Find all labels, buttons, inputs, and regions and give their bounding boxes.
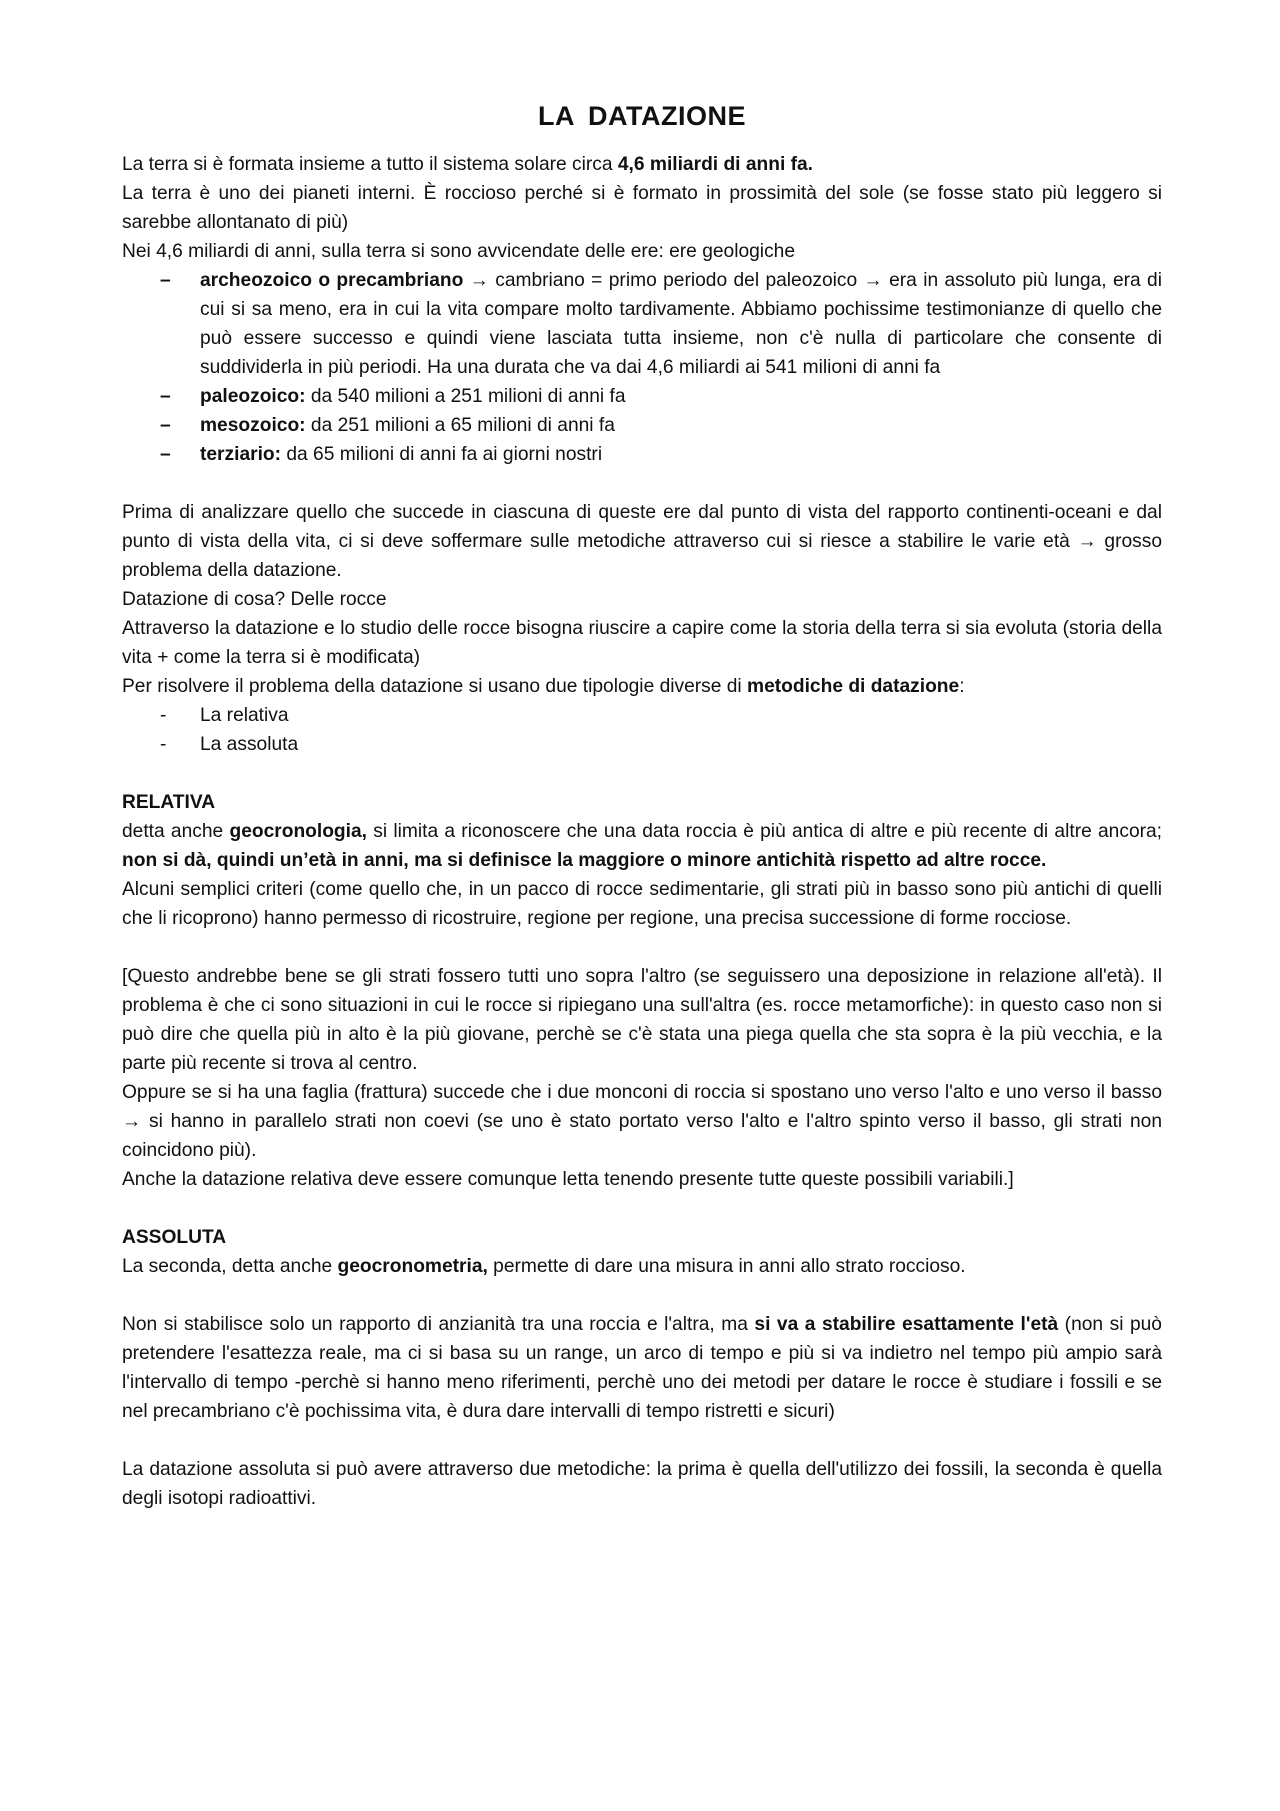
section-heading-relativa: RELATIVA <box>122 792 216 813</box>
assoluta-paragraph-3: La datazione assoluta si può avere attraverso due metodiche: la prima è quella dell'utilizzo dei fossili, la seconda è quella degli isotopi radioattivi. <box>122 1459 1162 1509</box>
era-name: terziario: <box>200 444 282 465</box>
list-item-method: - La relativa <box>122 701 1162 730</box>
analysis-paragraph-4: Per risolvere il problema della datazione si usano due tipologie diverse di metodiche di datazione: <box>122 676 965 697</box>
era-name: mesozoico: <box>200 415 306 436</box>
list-item-era: – archeozoico o precambriano → cambriano = primo periodo del paleozoico → era in assoluto più lunga, era di cui si sa meno, era in cui la vita compare molto tardivamente. Abbiamo pochissime testimonianze di quello che può essere successo e quindi viene lasciata tutta insieme, non c'è nulla di particolare che consente di suddividerla in più periodi. Ha una durata che va dai 4,6 miliardi ai 541 milioni di anni fa <box>122 266 1162 382</box>
hyphen-bullet: - <box>160 705 167 726</box>
relativa-paragraph-1: detta anche geocronologia, si limita a riconoscere che una data roccia è più antica di altre e più recente di altre ancora; non si dà, quindi un’età in anni, ma si definisce la maggiore o minore antichità rispetto ad altre rocce. <box>122 821 1163 871</box>
dash-bullet: – <box>160 415 171 436</box>
era-name: archeozoico o precambriano <box>200 270 464 291</box>
spacer <box>122 1194 1162 1223</box>
relativa-paragraph-4: Oppure se si ha una faglia (frattura) succede che i due monconi di roccia si spostano uno verso l'alto e uno verso il basso → si hanno in parallelo strati non coevi (se uno è stato portato verso l'alto e l'altro spinto verso il basso, gli strati non coincidono più). <box>122 1082 1162 1161</box>
intro-age-highlight: 4,6 miliardi di anni fa. <box>617 154 814 175</box>
methods-highlight: metodiche di datazione <box>747 676 960 697</box>
document-body <box>122 96 1162 1513</box>
spacer <box>122 1281 1162 1310</box>
spacer <box>122 469 1162 498</box>
spacer <box>122 1426 1162 1455</box>
era-name: paleozoico: <box>200 386 306 407</box>
list-item-era: – paleozoico: da 540 milioni a 251 milioni di anni fa <box>122 382 1162 411</box>
relativa-key-statement: non si dà, quindi un’età in anni, ma si definisce la maggiore o minore antichità rispetto ad altre rocce. <box>122 850 1047 871</box>
assoluta-key-statement: si va a stabilire esattamente l'età <box>754 1314 1059 1335</box>
page-title: LA DATAZIONE <box>538 101 746 131</box>
list-item-era: – mesozoico: da 251 milioni a 65 milioni di anni fa <box>122 411 1162 440</box>
assoluta-paragraph-2: Non si stabilisce solo un rapporto di anzianità tra una roccia e l'altra, ma si va a stabilire esattamente l'età (non si può pretendere l'esattezza reale, ma ci si basa su un range, un arco di tempo e più si va indietro nel tempo più ampio sarà l'intervallo di tempo -perchè si hanno meno riferimenti, perchè uno dei metodi per datare le rocce è studiare i fossili e se nel precambriano c'è pochissima vita, è dura dare intervalli di tempo ristretti e sicuri) <box>122 1314 1162 1422</box>
analysis-paragraph-1: Prima di analizzare quello che succede in ciascuna di queste ere dal punto di vista del rapporto continenti-oceani e dal punto di vista della vita, ci si deve soffermare sulle metodiche attraverso cui si riesce a stabilire le varie età → grosso problema della datazione. <box>122 502 1162 581</box>
analysis-paragraph-3: Attraverso la datazione e lo studio delle rocce bisogna riuscire a capire come la storia della terra si sia evoluta (storia della vita + come la terra si è modificata) <box>122 618 1162 668</box>
spacer <box>122 933 1162 962</box>
hyphen-bullet: - <box>160 734 167 755</box>
relativa-paragraph-5: Anche la datazione relativa deve essere comunque letta tenendo presente tutte queste possibili variabili.] <box>122 1169 1014 1190</box>
intro-paragraph-1: La terra si è formata insieme a tutto il sistema solare circa 4,6 miliardi di anni fa. <box>122 154 814 175</box>
geocronometria-term: geocronometria, <box>337 1256 488 1277</box>
dash-bullet: – <box>160 386 171 407</box>
dash-bullet: – <box>160 444 171 465</box>
intro-paragraph-3: Nei 4,6 miliardi di anni, sulla terra si sono avvicendate delle ere: ere geologiche <box>122 241 796 262</box>
spacer <box>122 759 1162 788</box>
dash-bullet: – <box>160 270 171 291</box>
eras-list <box>122 266 1162 469</box>
geocronologia-term: geocronologia, <box>229 821 367 842</box>
intro-paragraph-2: La terra è uno dei pianeti interni. È roccioso perché si è formato in prossimità del sole (se fosse stato più leggero si sarebbe allontanato di più) <box>122 183 1162 233</box>
relativa-paragraph-3: [Questo andrebbe bene se gli strati fossero tutti uno sopra l'altro (se seguissero una deposizione in relazione all'età). Il problema è che ci sono situazioni in cui le rocce si ripiegano una sull'altra (es. rocce metamorfiche): in questo caso non si può dire che quella più in alto è la più giovane, perchè se c'è stata una piega quella che sta sopra è la più vecchia, e la parte più recente si trova al centro. <box>122 966 1162 1074</box>
assoluta-paragraph-1: La seconda, detta anche geocronometria, permette di dare una misura in anni allo strato roccioso. <box>122 1256 966 1277</box>
list-item-era: – terziario: da 65 milioni di anni fa ai giorni nostri <box>122 440 1162 469</box>
methods-list <box>122 701 1162 759</box>
section-heading-assoluta: ASSOLUTA <box>122 1227 227 1248</box>
analysis-paragraph-2: Datazione di cosa? Delle rocce <box>122 589 387 610</box>
relativa-paragraph-2: Alcuni semplici criteri (come quello che, in un pacco di rocce sedimentarie, gli strati più in basso sono più antichi di quelli che li ricoprono) hanno permesso di ricostruire, regione per regione, una precisa successione di forme rocciose. <box>122 879 1162 929</box>
list-item-method: - La assoluta <box>122 730 1162 759</box>
